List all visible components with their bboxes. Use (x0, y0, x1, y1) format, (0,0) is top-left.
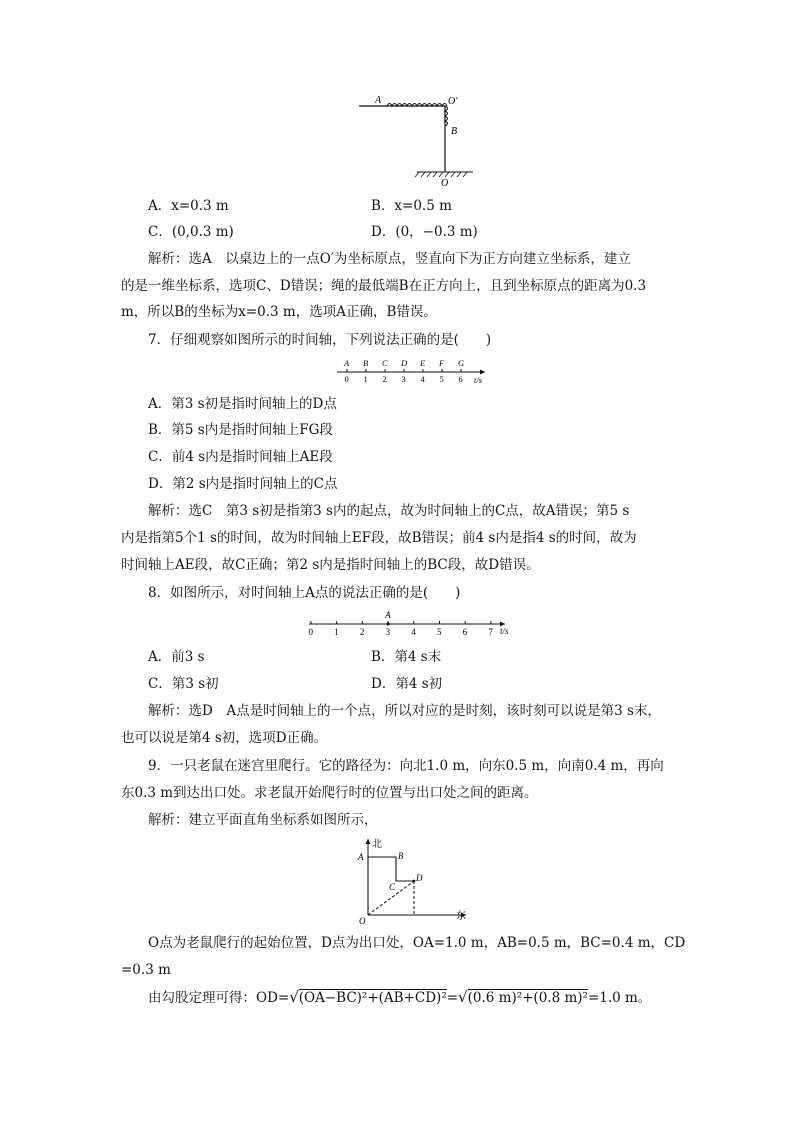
q8-point-a-label: A (385, 610, 391, 620)
q7-tick-number: 1 (363, 374, 368, 384)
rope-diagram (355, 92, 475, 192)
ground-hatch (415, 172, 467, 177)
q9-point-d: D (416, 873, 423, 883)
q7-tick-number: 4 (420, 374, 425, 384)
q7-tick-letter: E (420, 358, 426, 368)
q7-tick-letter: A (344, 358, 350, 368)
label-o-prime: O′ (448, 96, 458, 107)
q7-option-c: C．前4 s内是指时间轴上AE段 (148, 449, 333, 465)
q7-tick-number: 0 (344, 374, 349, 384)
q6-solution-line-1: 解析：选A 以桌边上的一点O′为坐标原点，竖直向下为正方向建立坐标系，建立 (148, 251, 631, 267)
q6-solution-line-2: 的是一维坐标系，选项C、D错误；绳的最低端B在正方向上，且到坐标原点的距离为0.3 (121, 278, 647, 294)
q9-solution-intro: 解析：建立平面直角坐标系如图所示， (148, 812, 378, 828)
q9-north-label: 北 (372, 839, 382, 850)
q7-option-a: A．第3 s初是指时间轴上的D点 (148, 396, 337, 412)
q8-solution-line-2: 也可以说是第4 s初，选项D正确。 (121, 730, 328, 746)
q8-stem: 8．如图所示，对时间轴上A点的说法正确的是( ) (148, 585, 461, 601)
q7-timeline-figure (335, 355, 495, 387)
label-b: B (451, 126, 458, 137)
q7-tick-number: 3 (401, 374, 406, 384)
q8-option-a: A．前3 s (148, 649, 205, 665)
q9-text-line-2: =0.3 m (121, 962, 171, 978)
q9-stem-line-2: 东0.3 m到达出口处。求老鼠开始爬行时的位置与出口处之间的距离。 (121, 785, 538, 801)
q7-tick-number: 6 (458, 374, 463, 384)
q8-tick-number: 0 (308, 627, 313, 637)
q9-east-label: 东 (456, 911, 466, 922)
q9-formula-eq: = (446, 990, 459, 1006)
q9-text-line-1: O点为老鼠爬行的起始位置，D点为出口处，OA=1.0 m，AB=0.5 m，BC=0.4 m，CD (148, 935, 686, 951)
q8-option-d: D．第4 s初 (371, 676, 443, 692)
q6-option-d: D．(0，−0.3 m) (371, 224, 478, 240)
q7-stem: 7．仔细观察如图所示的时间轴，下列说法正确的是( ) (148, 332, 492, 348)
q8-tick-number: 1 (334, 627, 339, 637)
q8-tick-number: 3 (385, 627, 391, 637)
q9-point-d-dot (413, 880, 416, 883)
q9-formula-prefix: 由勾股定理可得：OD= (148, 990, 290, 1006)
q7-solution-line-1: 解析：选C 第3 s初是指第3 s内的起点，故为时间轴上的C点，故A错误；第5 s (148, 503, 630, 519)
q9-sqrt-symbol-1: √ (289, 988, 299, 1006)
q7-timeline (335, 355, 495, 387)
q7-axis-unit: t/s (474, 375, 483, 385)
q7-tick-letter: D (401, 358, 408, 368)
q8-tick-number: 6 (462, 627, 468, 637)
q8-tick-number: 7 (488, 627, 493, 637)
label-o: O (441, 178, 449, 189)
q6-option-b: B．x=0.5 m (371, 198, 452, 214)
q7-option-d: D．第2 s内是指时间轴上的C点 (148, 476, 338, 492)
q8-tick-number: 2 (359, 627, 365, 637)
q9-text-line-3 (148, 988, 651, 1007)
q7-tick-letter: B (363, 358, 369, 368)
q7-tick-number: 2 (382, 374, 387, 384)
q8-timeline-figure (305, 608, 525, 640)
q8-option-b: B．第4 s末 (371, 649, 442, 665)
q9-point-c: C (389, 882, 396, 892)
q9-coordinate-figure (350, 835, 475, 927)
q7-axis-arrow (480, 370, 485, 375)
q8-axis-unit: t/s (500, 626, 509, 636)
q7-tick-letter: G (458, 358, 465, 368)
q7-tick-letter: F (439, 358, 445, 368)
q8-tick-number: 4 (411, 627, 416, 637)
rope-figure (355, 92, 475, 192)
label-a: A (375, 95, 382, 106)
q9-radicand-2: (0.6 m)²+(0.8 m)² (467, 990, 588, 1006)
q9-point-a: A (358, 852, 364, 862)
q9-point-b: B (398, 851, 404, 861)
q8-point-a-dot (387, 623, 390, 626)
q9-coordinate-diagram (350, 835, 475, 927)
q9-formula-suffix: =1.0 m。 (587, 990, 652, 1006)
q7-tick-number: 5 (439, 374, 444, 384)
q9-point-o: O (359, 916, 366, 926)
q9-radicand-1: (OA−BC)²+(AB+CD)² (298, 990, 447, 1006)
q6-option-a: A．x=0.3 m (148, 198, 229, 214)
q9-north-arrow (366, 839, 371, 844)
q8-option-c: C．第3 s初 (148, 676, 219, 692)
q9-stem-line-1: 9．一只老鼠在迷宫里爬行。它的路径为：向北1.0 m，向东0.5 m，向南0.4 m，再向 (148, 758, 664, 774)
q8-solution-line-1: 解析：选D A点是时间轴上的一个点，所以对应的是时刻，该时刻可以说是第3 s末， (148, 703, 661, 719)
q7-solution-line-2: 内是指第5个1 s的时间，故为时间轴上EF段，故B错误；前4 s内是指4 s的时间，故为 (121, 530, 637, 546)
q6-solution-line-3: m，所以B的坐标为x=0.3 m，选项A正确，B错误。 (121, 304, 437, 320)
q7-tick-letter: C (382, 358, 388, 368)
q6-option-c: C．(0,0.3 m) (148, 224, 234, 240)
q9-sqrt-symbol-2: √ (458, 988, 468, 1006)
q7-solution-line-3: 时间轴上AE段，故C正确；第2 s内是指时间轴上的BC段，故D错误。 (121, 557, 540, 573)
q7-option-b: B．第5 s内是指时间轴上FG段 (148, 422, 333, 438)
q8-tick-number: 5 (437, 627, 442, 637)
q8-timeline (305, 608, 525, 640)
